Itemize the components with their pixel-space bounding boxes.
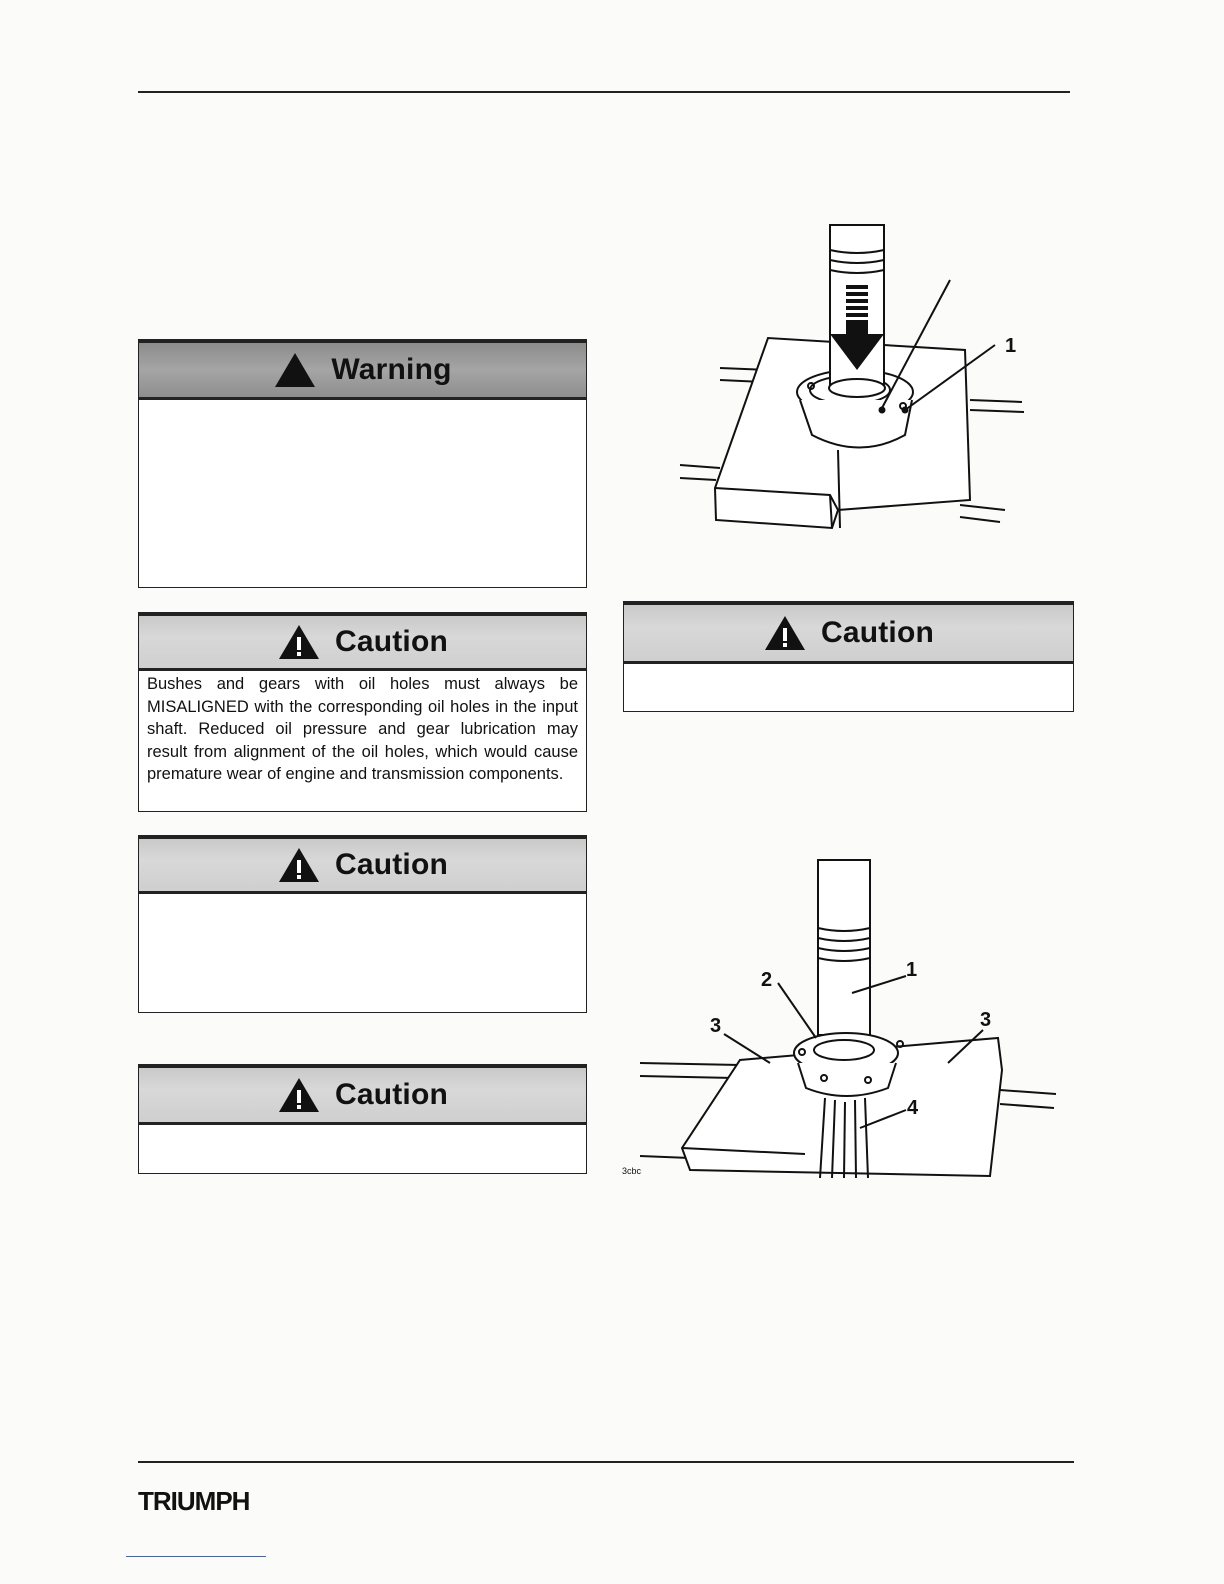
caution-title: Caution (334, 1078, 449, 1111)
warning-triangle-icon (273, 351, 317, 389)
caution-header (139, 1065, 586, 1125)
caution-box-3 (138, 1064, 587, 1174)
warning-triangle-icon (277, 846, 321, 884)
caution-box-4 (623, 601, 1074, 712)
caution-header (624, 602, 1073, 664)
warning-triangle-icon (277, 1076, 321, 1114)
footer-link-underline (126, 1556, 266, 1557)
figure-code: 3cbc (622, 1166, 642, 1176)
warning-triangle-icon (763, 614, 807, 652)
warning-box (138, 339, 587, 588)
triumph-logo: TRIUMPH (138, 1486, 250, 1516)
caution-title: Caution (820, 616, 935, 649)
callout-1: 1 (906, 959, 918, 981)
caution-title: Caution (334, 625, 449, 658)
caution-header (139, 613, 586, 671)
press-housing-figure (660, 220, 1040, 540)
callout-4: 4 (907, 1097, 919, 1119)
caution-box-oil-holes (138, 612, 587, 812)
warning-header (139, 340, 586, 400)
footer-rule (138, 1461, 1074, 1463)
callout-1: 1 (1005, 335, 1017, 357)
warning-triangle-icon (277, 623, 321, 661)
callout-3-right: 3 (980, 1009, 992, 1031)
header-rule (138, 91, 1070, 93)
callout-3-left: 3 (710, 1015, 722, 1037)
callout-2: 2 (761, 969, 773, 991)
caution-header (139, 836, 586, 894)
caution-body: Bushes and gears with oil holes must always be MISALIGNED with the corresponding oil holes in the input shaft. Reduced oil pressure and gear lubrication may result from alignment of the oil holes, which would cause premature wear of engine and transmission components. (147, 675, 578, 783)
caution-box-2 (138, 835, 587, 1013)
caution-title: Caution (334, 848, 449, 881)
warning-title: Warning (331, 353, 452, 386)
shaft-press-figure (620, 858, 1060, 1180)
